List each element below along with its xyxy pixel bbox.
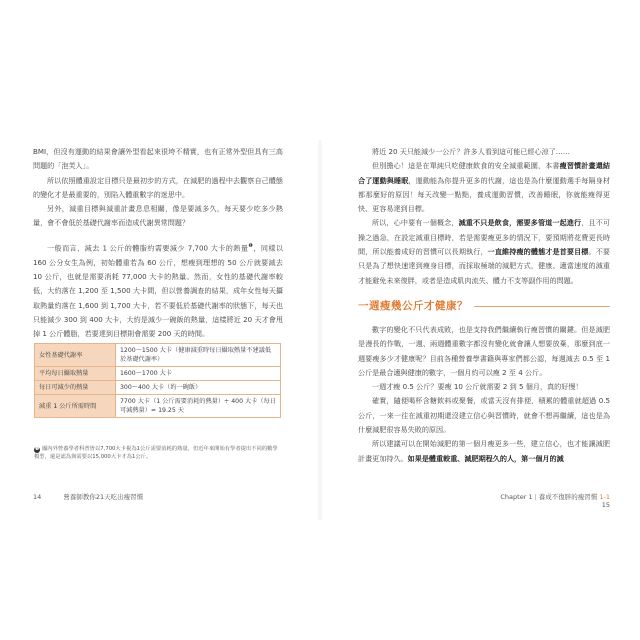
paragraph-text: 。不要只是為了想快速達到瘦身目標，而採取極端的減肥方式，健康、適當速度的減重才能避免未來復胖，或者是造成肌肉流失、體力不支等副作用的問題。 — [358, 247, 610, 285]
paragraph-text: 所以建議可以在開始減肥的第一個月瘦更多一些，建立信心，也才能讓減肥計畫更加持久。 — [358, 439, 610, 463]
section-heading — [358, 297, 610, 315]
footnote-text: 國內外營養學者科普皆以7,700大卡視為1公斤需要消耗的熱量，但近年來開始有學者提出不同的數學模型，還是認為與需要以15,000大卡才為1公斤。 — [34, 446, 278, 460]
paragraph-text: 但別擔心！這是在單純只吃健康飲食的安全減重範圍，本書 — [372, 161, 560, 171]
highlight-text: 瘦習慣計畫還結合了運動與睡眠 — [358, 161, 610, 185]
chapter-title: 養成不復胖的瘦習慣 — [538, 493, 598, 501]
table-row — [35, 367, 281, 381]
table-row — [35, 344, 281, 367]
left-footer — [33, 492, 143, 501]
highlight-text: 一直維持瘦的體態才是首要目標 — [487, 247, 589, 257]
table-value: 300～400 大卡（約一碗飯） — [116, 381, 281, 395]
right-text-block-2 — [358, 323, 610, 466]
paragraph: 另外，減重目標與減重計畫息息相關，像是要減多久，每天要少吃多少熱量，會不會低於基礎代謝率而造成代謝異常問題？ — [33, 204, 283, 228]
highlight-text: 減重不只是飲食，需要多管道一起進行 — [458, 218, 582, 228]
paragraph — [358, 437, 610, 466]
paragraph: BMI，但沒有運動的結果會讓外型看起來很垮不精實，也有正常外型但具有三高問題的「泡芙人」。 — [33, 147, 283, 171]
paragraph: 所以依照體重設定目標只是最初步的方式，在減肥的過程中去觀察自己體態的變化才是最重要的，別陷入體重數字的迷思中。 — [33, 175, 283, 199]
table-row — [35, 395, 281, 418]
right-footer — [480, 492, 610, 509]
highlight-text: 如果是體重較重、減肥期程久的人，第一個月的減 — [407, 453, 564, 463]
table-key: 平均每日攝取熱量 — [35, 367, 116, 381]
paragraph — [358, 159, 610, 216]
paragraph: 一週才瘦 0.5 公斤？要瘦 10 公斤就需要 2 到 5 個月，真的好慢！ — [372, 382, 583, 392]
paragraph-text: 一般而言，減去 1 公斤的體脂約需要減少 7,700 大卡的熱量 — [47, 243, 249, 253]
paragraph-text: ，且不可操之過急，在設定減重目標時，若是需要瘦更多的情況下，要預期將花費更長時間，所以能養成好的習慣可以長期執行， — [358, 218, 611, 257]
paragraph-text: ，同樣以 160 公分女生為例，初始體重若為 60 公斤，想瘦到理想的 50 公斤就要減去 10 公斤，也就是需要消耗 77,000 大卡的熱量。然而，女性的基礎代謝率較低，大約落在 1,200 至 1,500 大卡間，但以營養調查的結果，成年女性每天攝取熱量約落在 1,600 到 1,700 大卡，若不要低於基礎代謝率的狀態下，每天也只能減少 300 到 400 大卡，大約是減少一碗飯的熱量，這樣將近 20 天才會甩掉 1 公斤體脂，若要達到目標則會需要 200 天的時間。 — [33, 243, 284, 339]
table-value: 1600～1700 大卡 — [116, 367, 281, 381]
paragraph — [33, 239, 283, 341]
paragraph-text: 所以，心中要有一個概念， — [372, 218, 459, 228]
footer-separator: | — [534, 493, 537, 501]
table-value: 7700 大卡（1 公斤需要消耗的熱量）÷ 400 大卡（每日可減熱量）= 19.25 天 — [116, 395, 281, 418]
paragraph: 確實，隨便喝杯含糖飲料或聚餐，或當天沒有排便，積累的體重就超過 0.5 公斤，一來一往在減重初期還沒建立信心與習慣時，就會不想再繼續，這也是為什麼減肥很容易失敗的原因。 — [358, 396, 610, 435]
paragraph: 將近 20 天只能減少一公斤？許多人看到這可能已經心涼了…… — [372, 147, 570, 156]
table-value: 1200～1500 大卡（健康減重時每日攝取熱量不建議低於基礎代謝率） — [116, 344, 281, 367]
paragraph — [358, 216, 610, 287]
table-key: 每日可減少的熱量 — [35, 381, 116, 395]
footnote-ref: ❶ — [248, 243, 254, 249]
left-text-block-2 — [33, 239, 283, 341]
page-number: 15 — [601, 501, 610, 509]
left-text-block-1 — [33, 145, 283, 231]
page-number: 14 — [33, 493, 42, 501]
section-title: 一週瘦幾公斤才健康？ — [358, 298, 474, 313]
table-key: 減重 1 公斤所需時間 — [35, 395, 116, 418]
footnote — [34, 445, 282, 461]
chapter-label: Chapter 1 — [500, 493, 533, 501]
right-page — [320, 0, 640, 640]
table-row — [35, 381, 281, 395]
footnote-mark: ❶ — [34, 447, 40, 452]
paragraph: 數字的變化不只代表成敗，也是支持我們繼續執行瘦習慣的關鍵。但是減肥是漫長的作戰，一週、兩週體重數字都沒有變化就會讓人想要放棄，那麼到底一週要瘦多少才健康呢？目前各種營養學書籍與專家們都公認，每週減去 0.5 至 1 公斤是最合適與健康的數字，一個月約可以瘦 2 至 4 公斤。 — [358, 325, 610, 377]
table-key: 女性基礎代謝率 — [35, 344, 116, 367]
book-title: 營養師教你21天吃出瘦習慣 — [63, 493, 144, 501]
paragraph-text: ，運動能為你提升更多的代謝，這也是為什麼運動選手每隔身材都那麼好的原因！每天改變一點點，養成運動習慣，改善睡眠，你就能瘦得更快、更容易達到目標。 — [358, 175, 610, 214]
right-text-block-1 — [358, 145, 610, 288]
calorie-table — [34, 343, 281, 418]
section-number: 1-1 — [599, 493, 610, 501]
